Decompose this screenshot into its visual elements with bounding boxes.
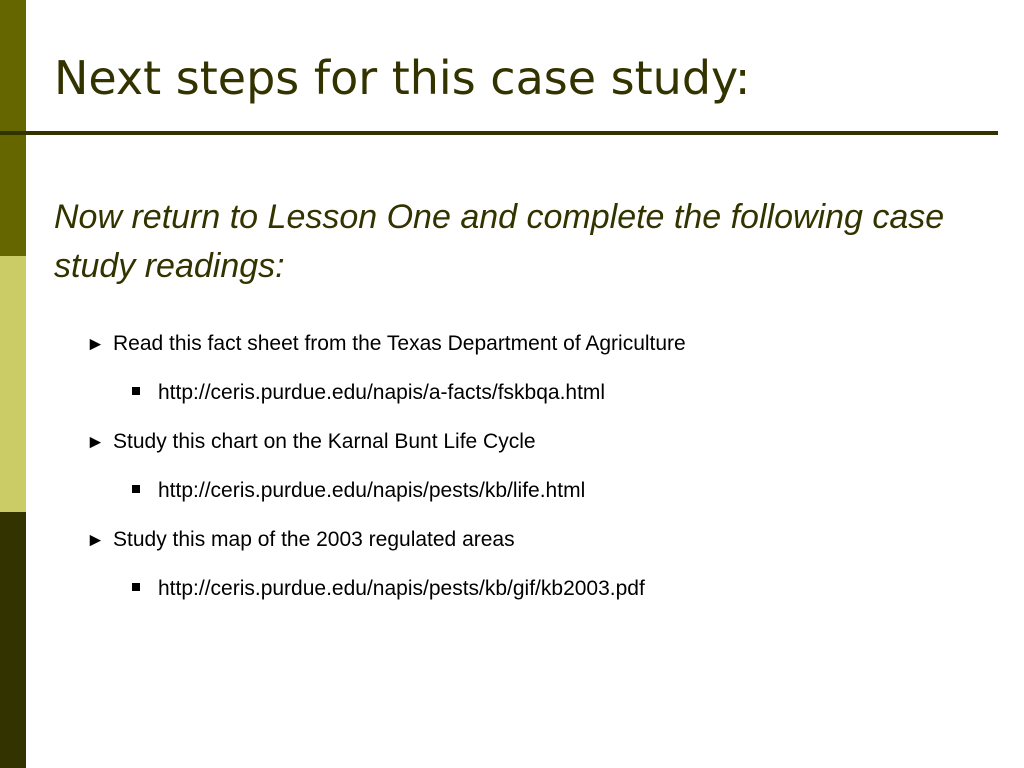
list-item <box>86 424 986 460</box>
square-bullet-icon <box>132 387 140 395</box>
list-item-text: Read this fact sheet from the Texas Department of Agriculture <box>113 332 686 355</box>
intro-text: Now return to Lesson One and complete the following case study readings: <box>54 198 945 285</box>
decorative-strip-middle <box>0 256 26 512</box>
list-item-link <box>86 571 986 607</box>
arrow-right-icon: ► <box>86 530 105 551</box>
list-item-text: Study this map of the 2003 regulated areas <box>113 528 515 551</box>
square-bullet-icon <box>132 485 140 493</box>
square-bullet-icon <box>132 583 140 591</box>
reading-link-map[interactable]: http://ceris.purdue.edu/napis/pests/kb/gif/kb2003.pdf <box>158 577 645 600</box>
reading-list <box>86 326 986 620</box>
list-item-link <box>86 375 986 411</box>
list-item <box>86 326 986 362</box>
reading-link-fact-sheet[interactable]: http://ceris.purdue.edu/napis/a-facts/fskbqa.html <box>158 381 606 404</box>
list-item <box>86 522 986 558</box>
arrow-right-icon: ► <box>86 334 105 355</box>
decorative-strip-bottom <box>0 512 26 768</box>
arrow-right-icon: ► <box>86 432 105 453</box>
slide-title: Next steps for this case study: <box>54 51 751 105</box>
list-item-text: Study this chart on the Karnal Bunt Life Cycle <box>113 430 536 453</box>
decorative-strip-top <box>0 0 26 256</box>
reading-link-life-cycle[interactable]: http://ceris.purdue.edu/napis/pests/kb/life.html <box>158 479 586 502</box>
list-item-link <box>86 473 986 509</box>
title-divider <box>0 131 998 135</box>
